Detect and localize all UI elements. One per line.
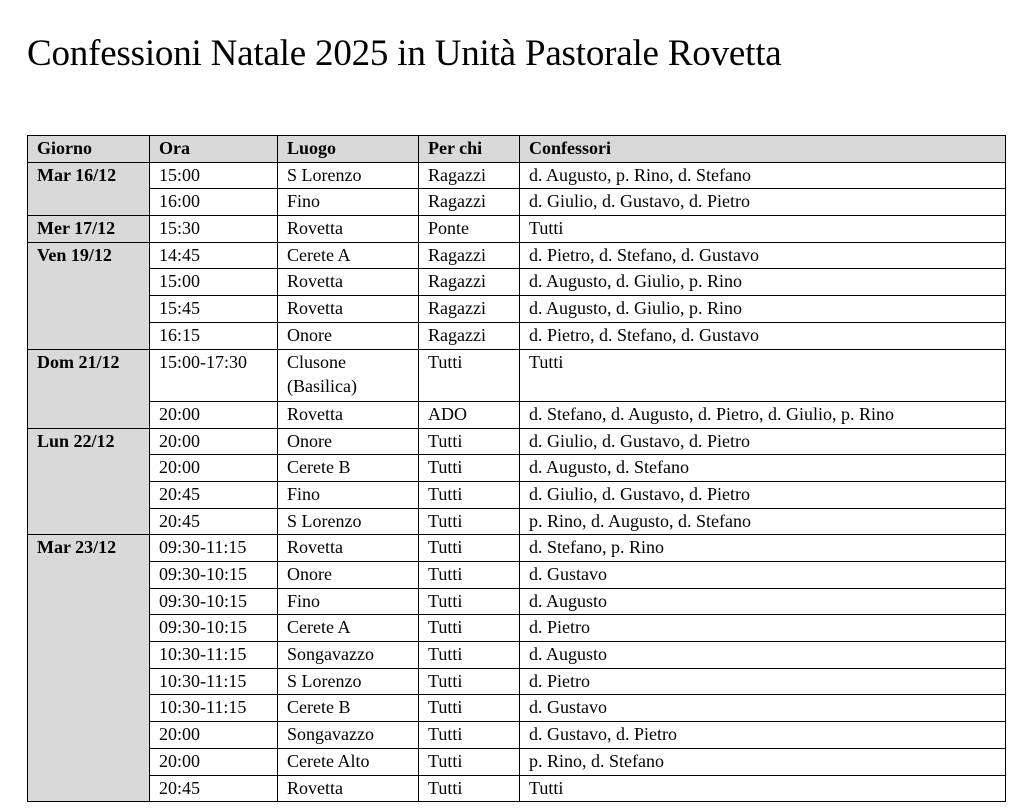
cell-per-chi: Tutti (419, 642, 520, 669)
cell-confessori: d. Pietro, d. Stefano, d. Gustavo (520, 242, 1006, 269)
header-confessori: Confessori (520, 136, 1006, 163)
cell-per-chi: Ragazzi (419, 296, 520, 323)
cell-confessori: d. Pietro, d. Stefano, d. Gustavo (520, 322, 1006, 349)
table-header-row (28, 136, 1006, 163)
table-row (28, 269, 1006, 296)
cell-per-chi: Ragazzi (419, 269, 520, 296)
cell-ora: 10:30-11:15 (150, 642, 278, 669)
table-row (28, 642, 1006, 669)
cell-ora: 09:30-11:15 (150, 535, 278, 562)
cell-luogo: Rovetta (278, 535, 419, 562)
cell-per-chi: ADO (419, 401, 520, 428)
cell-luogo: Rovetta (278, 296, 419, 323)
cell-luogo: S Lorenzo (278, 668, 419, 695)
table-row (28, 296, 1006, 323)
cell-ora: 20:45 (150, 775, 278, 802)
header-luogo: Luogo (278, 136, 419, 163)
cell-per-chi: Tutti (419, 722, 520, 749)
table-row (28, 588, 1006, 615)
cell-per-chi: Tutti (419, 508, 520, 535)
cell-confessori: d. Stefano, d. Augusto, d. Pietro, d. Giulio, p. Rino (520, 401, 1006, 428)
cell-per-chi: Tutti (419, 588, 520, 615)
cell-confessori: p. Rino, d. Augusto, d. Stefano (520, 508, 1006, 535)
cell-ora: 09:30-10:15 (150, 588, 278, 615)
table-row (28, 695, 1006, 722)
cell-giorno: Lun 22/12 (28, 428, 150, 535)
cell-luogo: Rovetta (278, 775, 419, 802)
cell-confessori: d. Augusto (520, 588, 1006, 615)
table-row (28, 508, 1006, 535)
cell-luogo: Onore (278, 428, 419, 455)
header-per-chi: Per chi (419, 136, 520, 163)
cell-ora: 16:15 (150, 322, 278, 349)
cell-luogo: Rovetta (278, 216, 419, 243)
cell-confessori: d. Pietro (520, 615, 1006, 642)
cell-giorno: Mar 23/12 (28, 535, 150, 802)
cell-ora: 20:00 (150, 401, 278, 428)
cell-luogo: Cerete B (278, 695, 419, 722)
cell-per-chi: Tutti (419, 535, 520, 562)
cell-luogo: Fino (278, 189, 419, 216)
cell-luogo: Cerete B (278, 455, 419, 482)
cell-per-chi: Tutti (419, 695, 520, 722)
cell-confessori: d. Giulio, d. Gustavo, d. Pietro (520, 189, 1006, 216)
table-row (28, 668, 1006, 695)
cell-confessori: d. Giulio, d. Gustavo, d. Pietro (520, 428, 1006, 455)
cell-ora: 20:00 (150, 428, 278, 455)
cell-ora: 09:30-10:15 (150, 615, 278, 642)
cell-ora: 15:00 (150, 269, 278, 296)
cell-ora: 20:00 (150, 455, 278, 482)
cell-luogo: Rovetta (278, 401, 419, 428)
table-row (28, 562, 1006, 589)
cell-confessori: d. Gustavo (520, 695, 1006, 722)
table-row (28, 322, 1006, 349)
cell-luogo: S Lorenzo (278, 162, 419, 189)
table-row (28, 615, 1006, 642)
cell-giorno: Mar 16/12 (28, 162, 150, 215)
cell-luogo: Cerete A (278, 242, 419, 269)
cell-per-chi: Tutti (419, 668, 520, 695)
cell-confessori: d. Giulio, d. Gustavo, d. Pietro (520, 481, 1006, 508)
cell-per-chi: Ragazzi (419, 189, 520, 216)
cell-luogo: Onore (278, 322, 419, 349)
cell-confessori: Tutti (520, 775, 1006, 802)
cell-ora: 20:45 (150, 481, 278, 508)
cell-ora: 20:45 (150, 508, 278, 535)
cell-giorno: Ven 19/12 (28, 242, 150, 349)
cell-confessori: d. Augusto, d. Stefano (520, 455, 1006, 482)
cell-luogo: S Lorenzo (278, 508, 419, 535)
cell-ora: 15:00-17:30 (150, 349, 278, 401)
cell-luogo: Fino (278, 481, 419, 508)
table-row (28, 535, 1006, 562)
cell-confessori: d. Stefano, p. Rino (520, 535, 1006, 562)
cell-ora: 16:00 (150, 189, 278, 216)
cell-per-chi: Tutti (419, 349, 520, 401)
table-row (28, 481, 1006, 508)
header-ora: Ora (150, 136, 278, 163)
cell-per-chi: Ragazzi (419, 322, 520, 349)
cell-confessori: p. Rino, d. Stefano (520, 748, 1006, 775)
cell-confessori: Tutti (520, 349, 1006, 401)
schedule-table (27, 135, 1006, 802)
cell-per-chi: Ragazzi (419, 242, 520, 269)
table-row (28, 775, 1006, 802)
schedule-body (28, 162, 1006, 802)
cell-per-chi: Tutti (419, 428, 520, 455)
table-row (28, 722, 1006, 749)
cell-giorno: Mer 17/12 (28, 216, 150, 243)
cell-confessori: d. Augusto (520, 642, 1006, 669)
cell-per-chi: Tutti (419, 748, 520, 775)
cell-ora: 09:30-10:15 (150, 562, 278, 589)
cell-ora: 15:45 (150, 296, 278, 323)
cell-ora: 15:00 (150, 162, 278, 189)
header-giorno: Giorno (28, 136, 150, 163)
table-row (28, 216, 1006, 243)
cell-per-chi: Tutti (419, 775, 520, 802)
table-row (28, 428, 1006, 455)
cell-confessori: Tutti (520, 216, 1006, 243)
cell-ora: 14:45 (150, 242, 278, 269)
cell-luogo: Onore (278, 562, 419, 589)
cell-per-chi: Ragazzi (419, 162, 520, 189)
cell-per-chi: Tutti (419, 481, 520, 508)
cell-luogo: Songavazzo (278, 722, 419, 749)
cell-per-chi: Tutti (419, 562, 520, 589)
table-row (28, 455, 1006, 482)
table-row (28, 162, 1006, 189)
cell-luogo: Fino (278, 588, 419, 615)
cell-luogo: Cerete Alto (278, 748, 419, 775)
cell-confessori: d. Augusto, d. Giulio, p. Rino (520, 269, 1006, 296)
table-row (28, 401, 1006, 428)
cell-ora: 15:30 (150, 216, 278, 243)
cell-luogo: Clusone (Basilica) (278, 349, 419, 401)
table-row (28, 748, 1006, 775)
cell-ora: 20:00 (150, 722, 278, 749)
table-row (28, 349, 1006, 401)
cell-luogo: Cerete A (278, 615, 419, 642)
cell-confessori: d. Augusto, d. Giulio, p. Rino (520, 296, 1006, 323)
cell-confessori: d. Gustavo (520, 562, 1006, 589)
cell-giorno: Dom 21/12 (28, 349, 150, 428)
table-row (28, 189, 1006, 216)
cell-per-chi: Ponte (419, 216, 520, 243)
cell-confessori: d. Gustavo, d. Pietro (520, 722, 1006, 749)
table-row (28, 242, 1006, 269)
cell-ora: 20:00 (150, 748, 278, 775)
cell-per-chi: Tutti (419, 615, 520, 642)
cell-luogo: Rovetta (278, 269, 419, 296)
cell-ora: 10:30-11:15 (150, 695, 278, 722)
cell-luogo: Songavazzo (278, 642, 419, 669)
cell-confessori: d. Augusto, p. Rino, d. Stefano (520, 162, 1006, 189)
cell-ora: 10:30-11:15 (150, 668, 278, 695)
page-title: Confessioni Natale 2025 in Unità Pastorale Rovetta (27, 33, 782, 74)
cell-per-chi: Tutti (419, 455, 520, 482)
cell-confessori: d. Pietro (520, 668, 1006, 695)
